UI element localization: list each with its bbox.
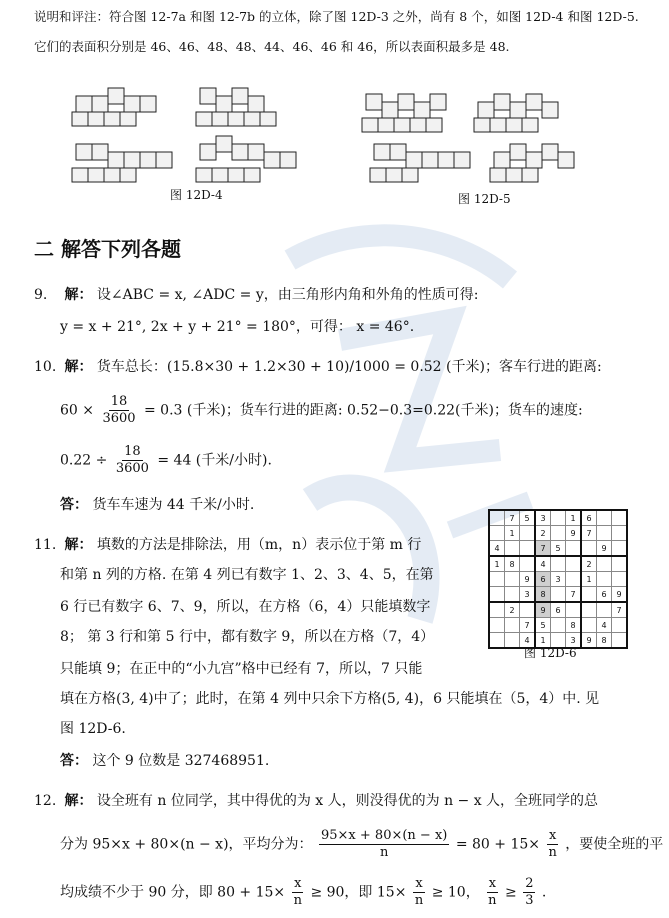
sudoku-cell: [505, 587, 520, 603]
q12-line3-end: .: [541, 884, 547, 901]
q12-line-2: [60, 828, 663, 861]
q12-line2-suffix: ，要使全班的平: [565, 836, 664, 853]
sudoku-cell: 2: [505, 602, 520, 618]
sudoku-cell: [566, 556, 582, 572]
sudoku-cell: [581, 541, 597, 557]
section-title: 二 解答下列各题: [34, 237, 181, 261]
sudoku-cell: 3: [520, 587, 536, 603]
q12-frac-xn3-numerator: x: [415, 876, 423, 891]
sudoku-cell: 2: [581, 556, 597, 572]
sudoku-cell: [505, 618, 520, 633]
q12-fraction-xn-3: [413, 876, 425, 909]
sudoku-cell: 7: [505, 510, 520, 526]
q12-fraction-xn-2: [292, 876, 304, 909]
sudoku-cell: 5: [520, 510, 536, 526]
sudoku-cell: 5: [551, 541, 566, 557]
sudoku-row: [489, 587, 627, 603]
figure-12d-4-caption: 图 12D-4: [170, 188, 223, 202]
sudoku-cell: [551, 510, 566, 526]
sudoku-cell: [489, 618, 505, 633]
sudoku-grid: [488, 509, 628, 649]
q12-frac-xn3-denominator: n: [414, 893, 424, 908]
q11-answer-label: 答：: [60, 753, 88, 769]
intro-line-2: 它们的表面积分别是 46、46、48、48、44、46、46 和 46，所以表面积最多是 48.: [34, 39, 510, 54]
figure-12d-5-caption: 图 12D-5: [458, 192, 511, 206]
sudoku-cell: [489, 633, 505, 649]
q10-line3-suffix: = 44 (千米/小时).: [157, 452, 272, 469]
q11-number: 11.: [34, 537, 57, 553]
q12-line-1: [34, 792, 598, 810]
q9-label: 解：: [64, 287, 93, 303]
sudoku-cell: 6: [551, 602, 566, 618]
q9-text-1: 设∠ABC = x, ∠ADC = y，由三角形内角和外角的性质可得:: [96, 287, 479, 303]
sudoku-cell: 8: [566, 618, 582, 633]
q11-line-3: 6 行已有数字 6、7、9，所以，在方格（6，4）只能填数字: [60, 599, 431, 615]
sudoku-cell: [551, 556, 566, 572]
q10-line2-suffix: = 0.3 (千米)；货车行进的距离: 0.52−0.3=0.22(千米)；货车的速度:: [144, 402, 583, 419]
q10-answer-text: 货车车速为 44 千米/小时.: [92, 497, 255, 513]
q10-frac1-numerator: 18: [110, 394, 128, 409]
sudoku-cell: 7: [535, 541, 551, 557]
q10-label: 解：: [64, 359, 93, 375]
q12-label: 解：: [64, 793, 93, 809]
sudoku-cell: 9: [581, 633, 597, 649]
q10-fraction-1: [100, 394, 137, 427]
sudoku-row: [489, 541, 627, 557]
sudoku-cell: [612, 572, 628, 587]
sudoku-cell: [597, 572, 612, 587]
q12-frac23-numerator: 2: [525, 876, 534, 891]
sudoku-cell: [612, 556, 628, 572]
sudoku-cell: [597, 526, 612, 541]
sudoku-cell: [551, 618, 566, 633]
sudoku-cell: [505, 633, 520, 649]
q10-line2-prefix: 60 ×: [60, 402, 94, 419]
sudoku-cell: 1: [566, 510, 582, 526]
q12-fraction-xn: [546, 828, 558, 861]
sudoku-cell: 9: [535, 602, 551, 618]
sudoku-cell: [489, 572, 505, 587]
q10-line-1: [34, 358, 602, 376]
sudoku-row: [489, 602, 627, 618]
figure-12d-5-cubes: [358, 86, 618, 186]
sudoku-cell: 9: [566, 526, 582, 541]
q12-frac-xn2-numerator: x: [294, 876, 302, 891]
sudoku-cell: 9: [520, 572, 536, 587]
sudoku-cell: 1: [535, 633, 551, 649]
q10-line3-prefix: 0.22 ÷: [60, 452, 108, 469]
q12-fraction-average: [319, 828, 449, 861]
sudoku-cell: [520, 526, 536, 541]
q12-frac-xn-denominator: n: [548, 845, 557, 860]
sudoku-cell: [520, 556, 536, 572]
q11-line-5: 只能填 9；在正中的“小九宫”格中已经有 7，所以，7 只能: [60, 661, 423, 677]
q12-line3-prefix: 均成绩不少于 90 分，即 80 + 15×: [60, 884, 286, 901]
q11-line-2: 和第 n 列的方格. 在第 4 列已有数字 1、2、3、4、5，在第: [60, 567, 434, 583]
sudoku-cell: [581, 618, 597, 633]
q10-line-3: [60, 444, 272, 477]
q12-frac-xn4-denominator: n: [488, 893, 497, 908]
sudoku-cell: 6: [581, 510, 597, 526]
sudoku-cell: [612, 526, 628, 541]
sudoku-cell: 1: [489, 556, 505, 572]
q12-frac-xn-numerator: x: [548, 828, 557, 843]
sudoku-cell: [597, 602, 612, 618]
intro-line-1: 说明和评注：符合图 12-7a 和图 12-7b 的立体，除了图 12D-3 之外，尚有 8 个，如图 12D-4 和图 12D-5.: [34, 9, 639, 24]
q10-fraction-2: [114, 444, 151, 477]
sudoku-cell: [566, 572, 582, 587]
sudoku-cell: 1: [581, 572, 597, 587]
sudoku-cell: 4: [520, 633, 536, 649]
q12-frac-xn4-numerator: x: [488, 876, 497, 891]
sudoku-cell: 7: [581, 526, 597, 541]
sudoku-row: [489, 526, 627, 541]
sudoku-cell: 1: [505, 526, 520, 541]
sudoku-cell: 8: [535, 587, 551, 603]
q12-frac-xn2-denominator: n: [293, 893, 302, 908]
q12-line3-mid2: ≥ 10，: [431, 884, 480, 901]
sudoku-cell: [551, 526, 566, 541]
sudoku-cell: 7: [612, 602, 628, 618]
sudoku-cell: 8: [505, 556, 520, 572]
sudoku-row: [489, 556, 627, 572]
sudoku-cell: 6: [597, 587, 612, 603]
sudoku-cell: 4: [489, 541, 505, 557]
q9-number: 9.: [34, 287, 48, 303]
sudoku-row: [489, 510, 627, 526]
q9-line-2: y = x + 21°, 2x + y + 21° = 180°，可得： x = 46°.: [60, 319, 415, 335]
q10-answer: [60, 496, 254, 514]
q12-text-1: 设全班有 n 位同学，其中得优的为 x 人，则没得优的为 n − x 人，全班同学的总: [96, 793, 599, 809]
q11-answer: [60, 752, 269, 770]
sudoku-cell: [489, 602, 505, 618]
sudoku-cell: [505, 541, 520, 557]
sudoku-cell: [597, 556, 612, 572]
sudoku-cell: [505, 572, 520, 587]
sudoku-cell: [566, 541, 582, 557]
figure-12d-4-cubes: [68, 82, 318, 192]
q11-line-7: 图 12D-6.: [60, 721, 126, 737]
sudoku-cell: [520, 541, 536, 557]
figure-12d-6-caption: 图 12D-6: [524, 646, 577, 660]
sudoku-cell: 9: [597, 541, 612, 557]
sudoku-cell: 3: [535, 510, 551, 526]
sudoku-cell: [489, 587, 505, 603]
sudoku-cell: [612, 618, 628, 633]
q12-number: 12.: [34, 793, 57, 809]
sudoku-cell: 6: [535, 572, 551, 587]
q12-line2-mid: = 80 + 15×: [455, 836, 540, 853]
sudoku-cell: 2: [535, 526, 551, 541]
q12-fraction-xn-4: [486, 876, 498, 909]
sudoku-cell: 9: [612, 587, 628, 603]
sudoku-cell: [581, 587, 597, 603]
sudoku-row: [489, 572, 627, 587]
q12-frac-avg-numerator: 95×x + 80×(n − x): [321, 828, 448, 843]
q10-frac2-denominator: 3600: [115, 461, 149, 476]
q12-line3-mid1: ≥ 90，即 15×: [310, 884, 407, 901]
q12-fraction-two-thirds: [523, 876, 535, 909]
sudoku-cell: [597, 510, 612, 526]
q11-label: 解：: [64, 537, 93, 553]
sudoku-cell: 7: [566, 587, 582, 603]
sudoku-cell: [489, 526, 505, 541]
q9-line-1: [34, 286, 478, 304]
q11-text-1: 填数的方法是排除法，用（m，n）表示位于第 m 行: [96, 537, 422, 553]
sudoku-cell: [551, 587, 566, 603]
sudoku-cell: [489, 510, 505, 526]
q12-line3-mid3: ≥: [505, 884, 517, 901]
q11-line-6: 填在方格(3, 4)中了；此时，在第 4 列中只余下方格(5, 4)，6 只能填在（5，4）中. 见: [60, 691, 600, 707]
sudoku-row: [489, 618, 627, 633]
q10-text-1: 货车总长：(15.8×30 + 1.2×30 + 10)/1000 = 0.52 (千米)；客车行进的距离:: [96, 359, 602, 375]
sudoku-cell: [566, 602, 582, 618]
sudoku-cell: [612, 510, 628, 526]
q12-frac23-denominator: 3: [525, 893, 534, 908]
q10-answer-label: 答：: [60, 497, 88, 513]
q12-line2-prefix: 分为 95×x + 80×(n − x)，平均分为：: [60, 836, 313, 853]
q11-answer-text: 这个 9 位数是 327468951.: [92, 753, 270, 769]
q11-line-1: [34, 536, 421, 554]
q12-line-3: [60, 876, 546, 909]
q10-frac1-denominator: 3600: [102, 411, 136, 426]
sudoku-cell: 7: [520, 618, 536, 633]
sudoku-cell: 3: [566, 633, 582, 649]
sudoku-cell: [612, 633, 628, 649]
sudoku-cell: [612, 541, 628, 557]
sudoku-cell: 4: [597, 618, 612, 633]
q10-number: 10.: [34, 359, 57, 375]
q12-frac-avg-denominator: n: [380, 845, 389, 860]
q10-frac2-numerator: 18: [124, 444, 141, 459]
sudoku-cell: 8: [597, 633, 612, 649]
sudoku-cell: 3: [551, 572, 566, 587]
q11-line-4: 8； 第 3 行和第 5 行中，都有数字 9，所以在方格（7，4）: [60, 629, 435, 645]
sudoku-cell: 4: [535, 556, 551, 572]
q10-line-2: [60, 394, 583, 427]
sudoku-cell: [520, 602, 536, 618]
sudoku-cell: 5: [535, 618, 551, 633]
sudoku-cell: [581, 602, 597, 618]
